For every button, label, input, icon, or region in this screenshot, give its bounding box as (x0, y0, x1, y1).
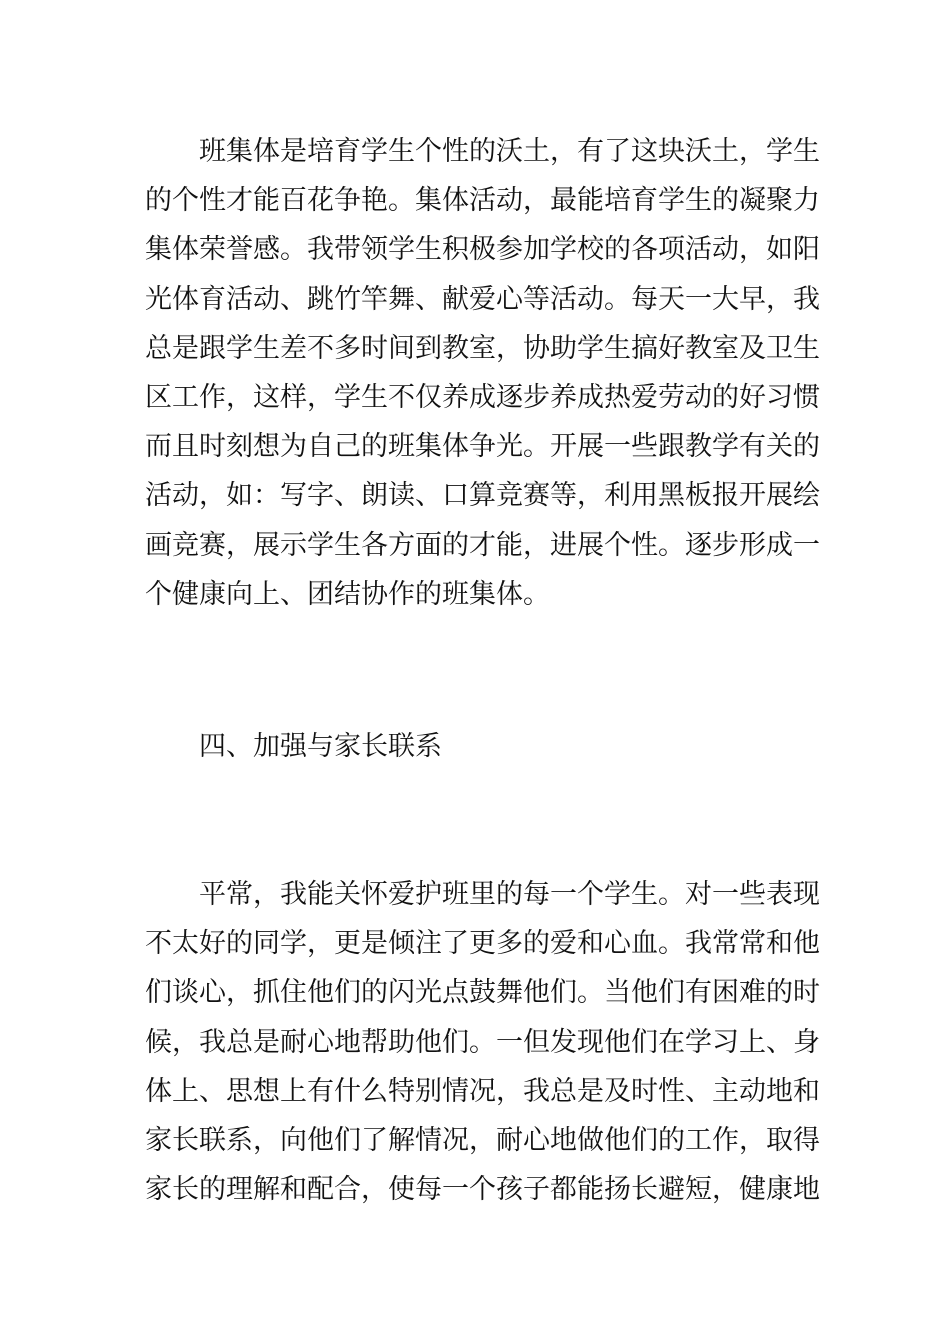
paragraph-line: 体上、思想上有什么特别情况，我总是及时性、主动地和 (145, 1075, 820, 1107)
paragraph-line: 画竞赛，展示学生各方面的才能，进展个性。逐步形成一 (145, 529, 820, 561)
paragraph-line: 总是跟学生差不多时间到教室，协助学生搞好教室及卫生 (145, 332, 820, 364)
paragraph-line: 的个性才能百花争艳。集体活动，最能培育学生的凝聚力 (145, 185, 820, 217)
paragraph-line: 家长的理解和配合，使每一个孩子都能扬长避短，健康地 (145, 1174, 820, 1206)
paragraph-line: 集体荣誉感。我带领学生积极参加学校的各项活动，如阳 (145, 234, 820, 266)
section-heading (145, 722, 825, 771)
paragraph-line: 活动，如：写字、朗读、口算竞赛等，利用黑板报开展绘 (145, 480, 820, 512)
paragraph-line: 候，我总是耐心地帮助他们。一但发现他们在学习上、身 (145, 1026, 820, 1058)
paragraph-line: 班集体是培育学生个性的沃土，有了这块沃土，学生 (199, 136, 820, 167)
paragraph-line: 不太好的同学，更是倾注了更多的爱和心血。我常常和他 (145, 928, 820, 960)
section-heading-text: 四、加强与家长联系 (199, 731, 442, 762)
paragraph-line: 个健康向上、团结协作的班集体。 (145, 578, 550, 610)
paragraph-line: 们谈心，抓住他们的闪光点鼓舞他们。当他们有困难的时 (145, 977, 820, 1009)
paragraph-class-collective (145, 127, 825, 619)
paragraph-line: 平常，我能关怀爱护班里的每一个学生。对一些表现 (199, 879, 820, 910)
paragraph-line: 而且时刻想为自己的班集体争光。开展一些跟教学有关的 (145, 431, 820, 463)
paragraph-line: 光体育活动、跳竹竿舞、献爱心等活动。每天一大早，我 (145, 283, 820, 315)
paragraph-line: 区工作，这样，学生不仅养成逐步养成热爱劳动的好习惯 (145, 381, 820, 413)
paragraph-line: 家长联系，向他们了解情况，耐心地做他们的工作，取得 (145, 1124, 820, 1156)
paragraph-parent-contact (145, 870, 825, 1214)
